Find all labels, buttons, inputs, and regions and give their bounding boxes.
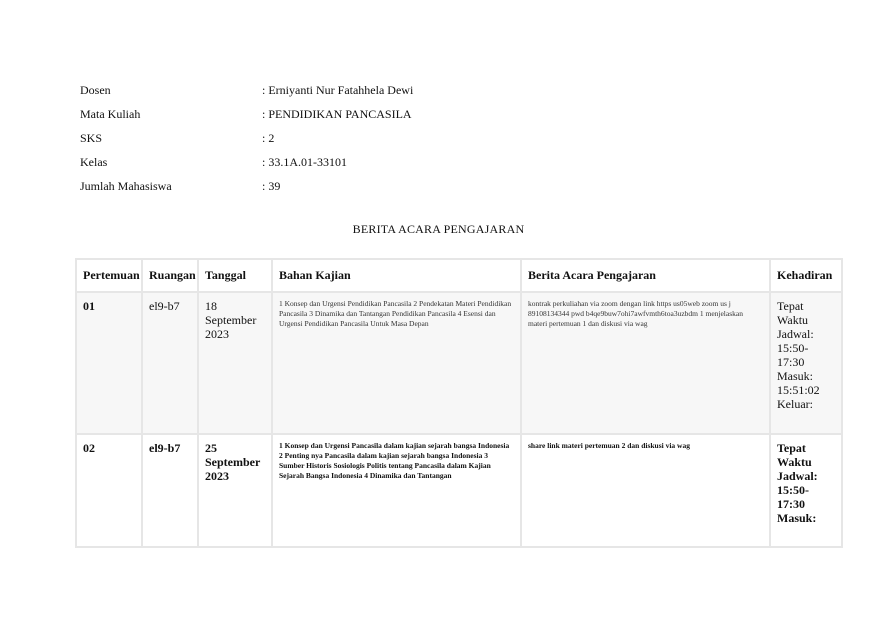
table-row [76,434,842,547]
kehadiran-line: Tepat [777,299,804,313]
kehadiran-line: Waktu [777,455,812,469]
info-label: Mata Kuliah [80,106,141,121]
header-berita-acara: Berita Acara Pengajaran [521,259,770,292]
info-label: Kelas [80,154,108,169]
ruangan-cell: el9-b7 [142,292,198,434]
header-tanggal: Tanggal [198,259,272,292]
kehadiran-line: 15:50- [777,483,809,497]
info-row-jumlah-mahasiswa [80,174,580,198]
kehadiran-line: Waktu [777,313,809,327]
kehadiran-line: 17:30 [777,355,805,369]
tanggal-cell: 18 September 2023 [198,292,272,434]
info-row-sks [80,126,580,150]
kehadiran-cell [770,434,842,547]
info-value: : 33.1A.01-33101 [262,154,347,169]
kehadiran-line: 17:30 [777,497,805,511]
info-row-kelas [80,150,580,174]
info-label: Jumlah Mahasiswa [80,178,172,193]
pertemuan-cell: 01 [76,292,142,434]
kehadiran-cell [770,292,842,434]
header-ruangan: Ruangan [142,259,198,292]
info-row-dosen [80,78,580,102]
ruangan-cell: el9-b7 [142,434,198,547]
bahan-kajian-cell: 1 Konsep dan Urgensi Pancasila dalam kajian sejarah bangsa Indonesia 2 Penting nya Pancasila dalam kajian sejarah bangsa Indonesia 3 Sumber Historis Sosiologis Politis tentang Pancasila dalam Kajian Sejarah Bangsa Indonesia 4 Dinamika dan Tantangan [272,434,521,547]
info-value: : 2 [262,130,275,145]
teaching-report-table [75,258,843,548]
info-label: Dosen [80,82,111,97]
info-row-mata-kuliah [80,102,580,126]
kehadiran-line: Jadwal: [777,327,814,341]
pertemuan-cell: 02 [76,434,142,547]
kehadiran-line: Keluar: [777,397,813,411]
kehadiran-line: Masuk: [777,511,817,525]
tanggal-cell: 25 September 2023 [198,434,272,547]
berita-acara-cell: share link materi pertemuan 2 dan diskusi via wag [521,434,770,547]
header-bahan-kajian: Bahan Kajian [272,259,521,292]
course-info [80,78,580,198]
kehadiran-line: 15:51:02 [777,383,820,397]
info-label: SKS [80,130,103,145]
kehadiran-line: Jadwal: [777,469,818,483]
header-pertemuan: Pertemuan [76,259,142,292]
table-row [76,292,842,434]
kehadiran-line: Masuk: [777,369,813,383]
info-value: : PENDIDIKAN PANCASILA [262,106,412,121]
header-kehadiran: Kehadiran [770,259,842,292]
bahan-kajian-cell: 1 Konsep dan Urgensi Pendidikan Pancasila 2 Pendekatan Materi Pendidikan Pancasila 3 Dinamika dan Tantangan Pendidikan Pancasila 4 Esensi dan Urgensi Pendidikan Pancasila Untuk Masa Depan [272,292,521,434]
page-title: BERITA ACARA PENGAJARAN [352,222,525,236]
table-header-row [76,259,842,292]
info-value: : 39 [262,178,281,193]
berita-acara-cell: kontrak perkuliahan via zoom dengan link https us05web zoom us j 89108134344 pwd b4qe9buw7ohi7awfvmth6toa3uzbdm 1 menjelaskan materi pertemuan 1 dan diskusi via wag [521,292,770,434]
kehadiran-line: 15:50- [777,341,809,355]
info-value: : Erniyanti Nur Fatahhela Dewi [262,82,414,97]
kehadiran-line: Tepat [777,441,806,455]
